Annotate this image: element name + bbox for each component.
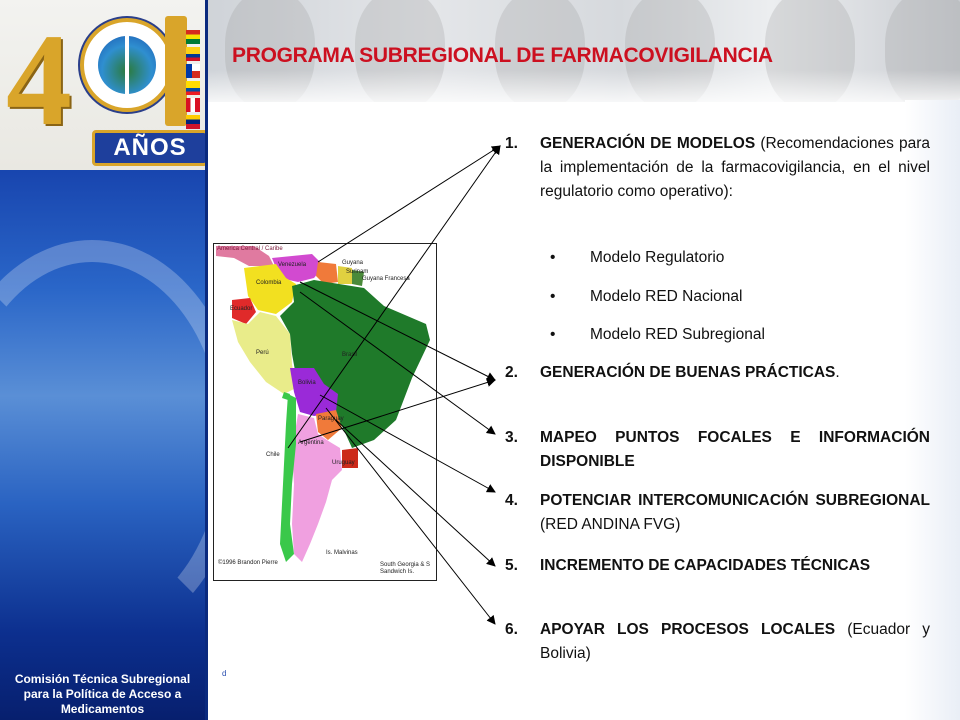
map-label-peru: Perú [256, 350, 269, 356]
map-label-america-central: America Central / Caribe [217, 246, 283, 252]
list-item [505, 132, 930, 232]
item-heading: APOYAR LOS PROCESOS LOCALES [540, 621, 836, 638]
sub-item-text: Modelo RED Nacional [590, 288, 743, 305]
item-number: 6. [505, 621, 518, 638]
program-list [505, 0, 930, 720]
item-number: 1. [505, 135, 518, 152]
logo-anos-badge: AÑOS [92, 130, 208, 166]
item-number: 3. [505, 429, 518, 446]
page-title: PROGRAMA SUBREGIONAL DE FARMACOVIGILANCIA [232, 44, 773, 67]
map-label-guyana-francesa: Guyana Francesa [362, 276, 410, 282]
item-number: 2. [505, 364, 518, 381]
item-heading: POTENCIAR INTERCOMUNICACIÓN SUBREGIONAL [540, 492, 930, 509]
map-label-south-georgia: South Georgia & S Sandwich Is. [380, 562, 431, 575]
map-label-venezuela: Venezuela [278, 262, 307, 268]
bullet-icon: • [550, 249, 556, 266]
item-text [540, 618, 930, 666]
arrow-to-item-2 [300, 282, 495, 380]
map-label-malvinas: Is. Malvinas [326, 550, 358, 556]
item-heading: GENERACIÓN DE MODELOS [540, 135, 756, 152]
arrow-to-item-6 [326, 408, 495, 624]
item-text [540, 426, 930, 474]
arrow-to-item-1b [288, 146, 500, 448]
item-text [540, 361, 930, 385]
item-heading: MAPEO PUNTOS FOCALES E INFORMACIÓN DISPONIBLE [540, 429, 930, 470]
footer-line: para la Política de Acceso a [23, 687, 182, 701]
arrow-to-item-1 [318, 146, 500, 262]
map-label-ecuador: Ecuador [230, 306, 253, 312]
bullet-icon: • [550, 326, 556, 343]
map-label-bolivia: Bolivia [298, 380, 316, 386]
item-text [540, 489, 930, 537]
map-label-uruguay: Uruguay [332, 460, 355, 466]
item-text [540, 554, 930, 578]
item-detail: (RED ANDINA FVG) [540, 516, 681, 533]
bullet-icon: • [550, 288, 556, 305]
arrow-to-item-5 [336, 420, 495, 566]
map-label-chile: Chile [266, 452, 280, 458]
footer-line: Comisión Técnica Subregional [14, 672, 191, 686]
sub-item-text: Modelo RED Subregional [590, 326, 765, 343]
map-label-copyright: ©1996 Brandon Pierre [218, 560, 278, 566]
item-text [540, 132, 930, 204]
map-label-paraguay: Paraguay [318, 416, 344, 422]
map-label-argentina: Argentina [298, 440, 324, 446]
small-mark: d [222, 669, 227, 678]
footer-line: Medicamentos [60, 702, 145, 716]
item-detail: . [835, 364, 840, 381]
item-detail: (Ecuador y Bolivia) [540, 621, 930, 662]
item-heading: INCREMENTO DE CAPACIDADES TÉCNICAS [540, 557, 871, 574]
item-detail: (Recomendaciones para la implementación de la farmacovigilancia, en el nivel regulatorio como operativo): [540, 135, 930, 200]
sub-item-text: Modelo Regulatorio [590, 249, 725, 266]
item-heading: GENERACIÓN DE BUENAS PRÁCTICAS [540, 364, 836, 381]
map-label-guyana: Guyana [342, 260, 364, 266]
map-label-colombia: Colombia [256, 280, 282, 286]
logo-number-four: 4 [6, 6, 72, 153]
item-number: 4. [505, 492, 518, 509]
arrow-to-item-4 [320, 395, 495, 492]
map-label-surinam: Surinam [346, 269, 369, 275]
item-number: 5. [505, 557, 518, 574]
map-label-brasil: Brasil [342, 352, 358, 358]
